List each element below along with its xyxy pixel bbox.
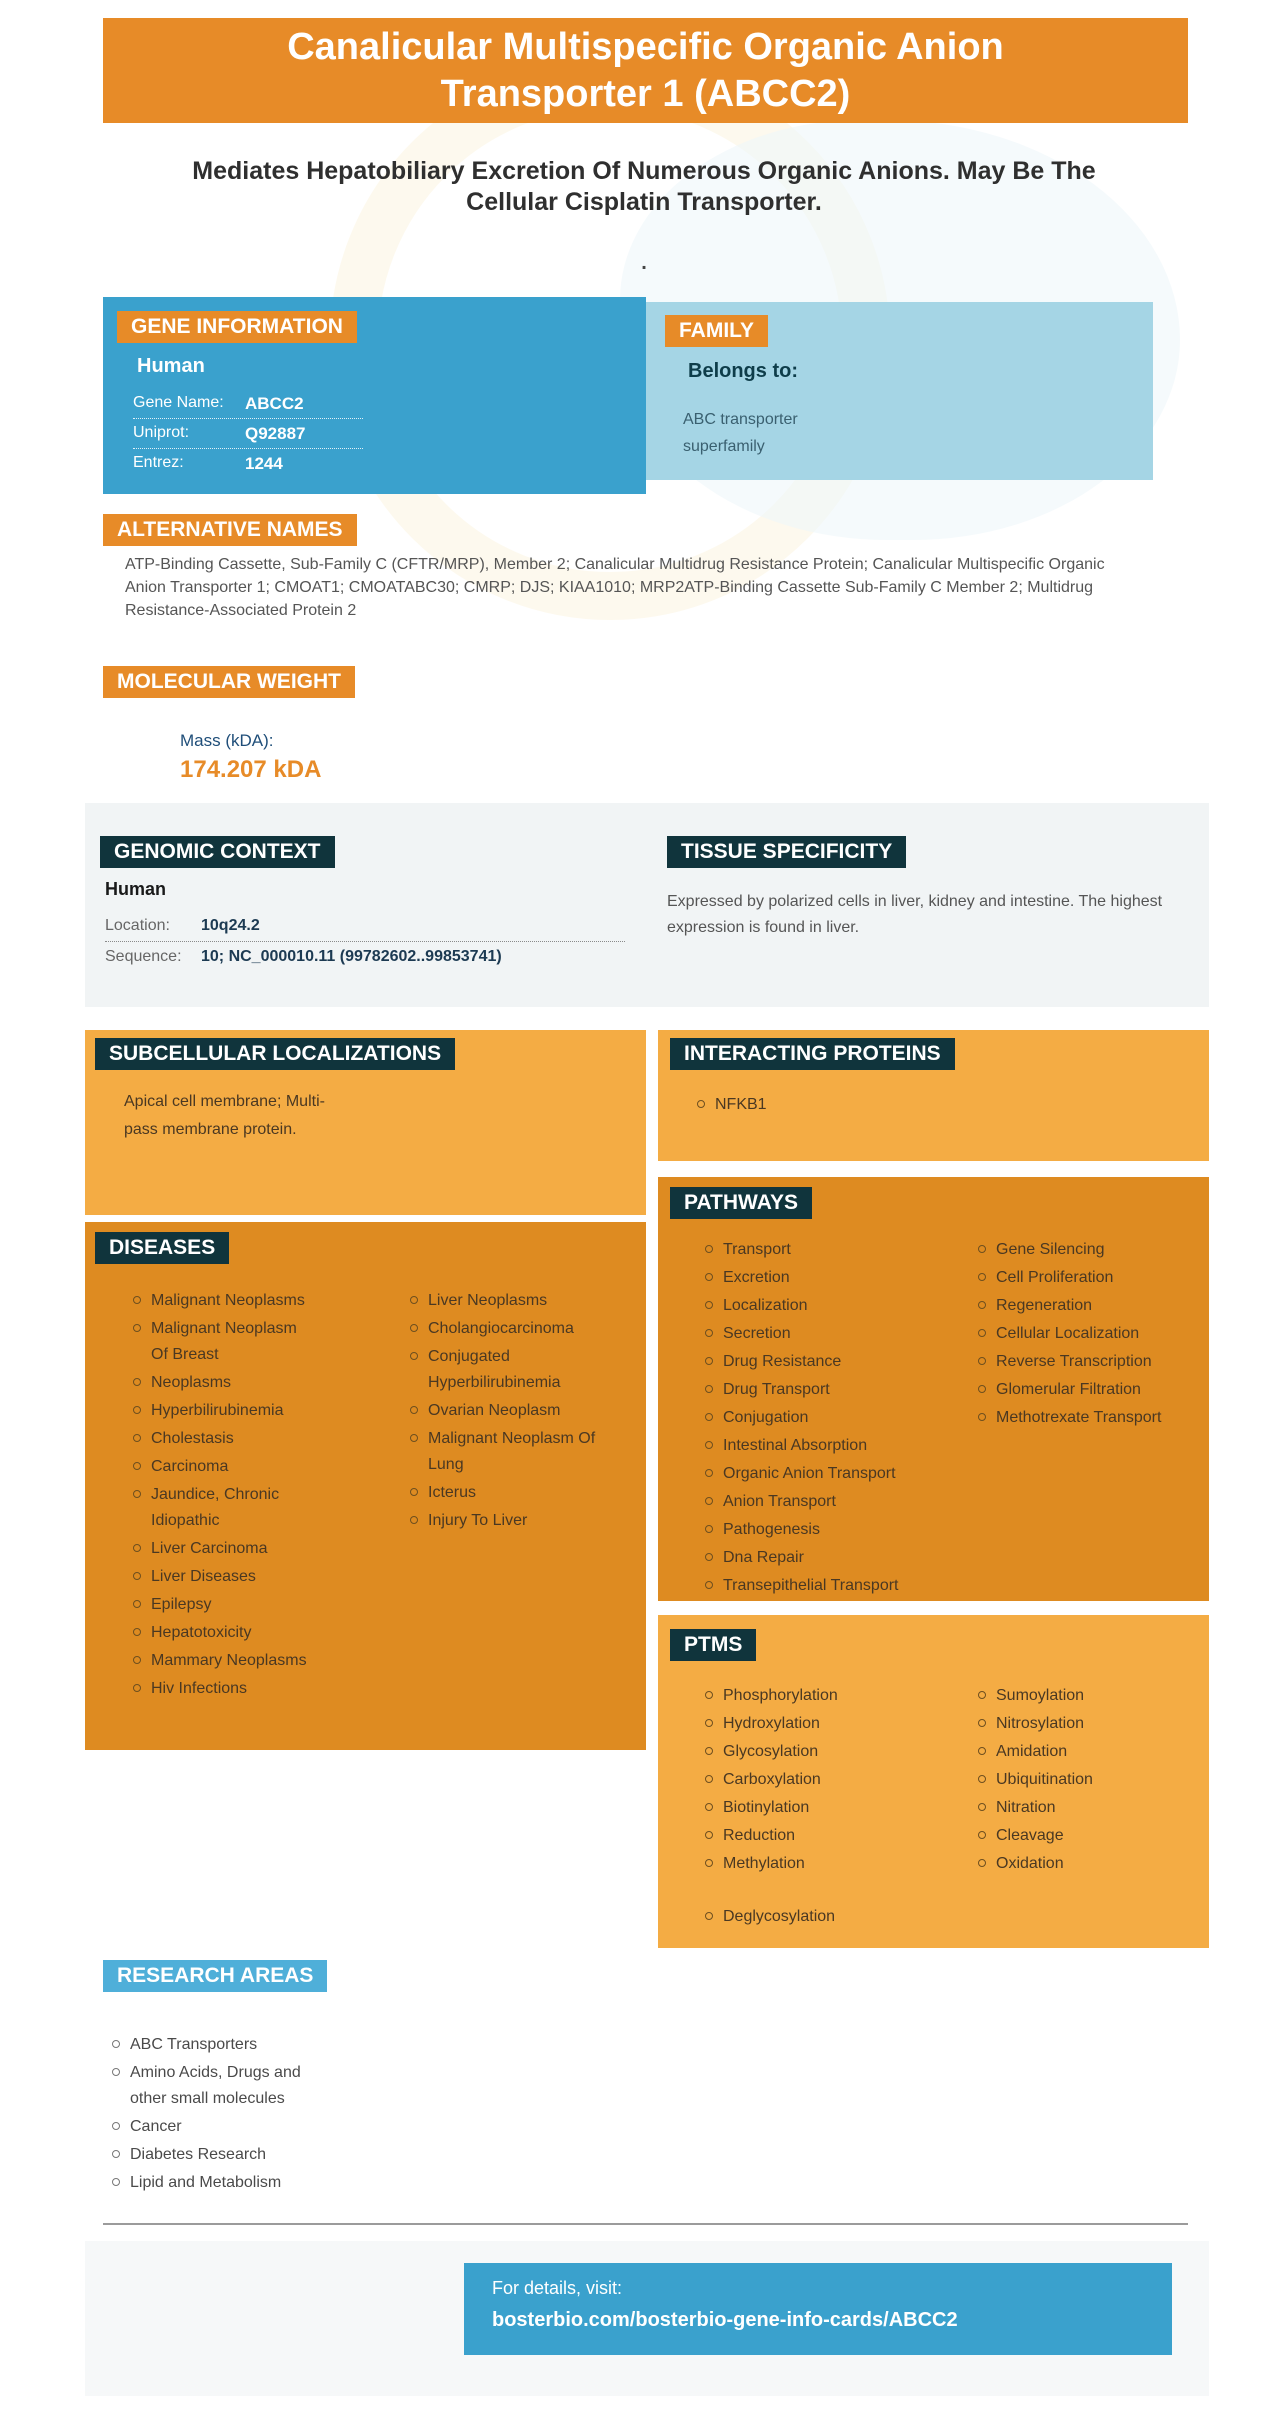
list-item: Biotinylation [705,1795,935,1821]
list-item: Anion Transport [705,1489,935,1515]
genomic-context-table [105,911,625,972]
list-item: Hiv Infections [133,1676,318,1702]
diseases-card [85,1222,646,1750]
gene-information-card [103,297,646,494]
list-item: Nitrosylation [978,1711,1198,1737]
location-value: 10q24.2 [201,917,260,934]
list-item: Jaundice, Chronic Idiopathic [133,1482,318,1534]
footer-url[interactable]: bosterbio.com/bosterbio-gene-info-cards/ABCC2 [492,2309,958,2331]
list-item: Pathogenesis [705,1517,935,1543]
list-item: Cancer [112,2114,322,2140]
list-item: Sumoylation [978,1683,1198,1709]
research-areas-list [112,2032,322,2198]
list-item: Injury To Liver [410,1508,602,1534]
list-item: Cholestasis [133,1426,318,1452]
diseases-list-col1 [133,1288,318,1704]
list-item: Glycosylation [705,1739,935,1765]
list-item: Icterus [410,1480,602,1506]
gene-species-label: Human [137,355,205,377]
list-item: Organic Anion Transport [705,1461,935,1487]
family-value: ABC transporter superfamily [683,411,798,455]
list-item: Lipid and Metabolism [112,2170,322,2196]
list-item: Hyperbilirubinemia [133,1398,318,1424]
gene-name-value: ABCC2 [245,394,304,413]
subcellular-localizations-card [85,1030,646,1215]
pathways-list-col1 [705,1237,935,1601]
ptms-header: PTMS [670,1629,756,1661]
pathways-card [658,1177,1209,1601]
list-item: Regeneration [978,1293,1198,1319]
list-item: Intestinal Absorption [705,1433,935,1459]
pathways-header: PATHWAYS [670,1187,812,1219]
list-item: Glomerular Filtration [978,1377,1198,1403]
list-item: Amidation [978,1739,1198,1765]
list-item: Mammary Neoplasms [133,1648,318,1674]
list-item: Cellular Localization [978,1321,1198,1347]
genomic-tissue-panel [85,803,1209,1007]
location-label: Location: [105,917,170,934]
list-item: NFKB1 [697,1092,767,1118]
list-item: Cleavage [978,1823,1198,1849]
list-item: Neoplasms [133,1370,318,1396]
list-item: Oxidation [978,1851,1198,1877]
genomic-species-label: Human [105,879,167,899]
sequence-label: Sequence: [105,948,182,965]
list-item: Methylation [705,1851,935,1877]
molecular-weight-header: MOLECULAR WEIGHT [103,666,355,698]
list-item: Localization [705,1293,935,1319]
list-item: Ovarian Neoplasm [410,1398,602,1424]
list-item: Carboxylation [705,1767,935,1793]
list-item: Gene Silencing [978,1237,1198,1263]
list-item: Diabetes Research [112,2142,322,2168]
table-row [105,911,625,942]
list-item: Carcinoma [133,1454,318,1480]
subcellular-localizations-header: SUBCELLULAR LOCALIZATIONS [95,1038,455,1070]
list-item: Cholangiocarcinoma [410,1316,602,1342]
tissue-specificity-text: Expressed by polarized cells in liver, kidney and intestine. The highest expression is found in liver. [667,893,1163,936]
list-item: Deglycosylation [705,1904,935,1930]
list-item: Transport [705,1237,935,1263]
entrez-value: 1244 [245,454,283,473]
tissue-specificity-header: TISSUE SPECIFICITY [667,836,906,868]
ptms-list-col1-extra [705,1904,935,1932]
ptms-card [658,1615,1209,1948]
gene-information-header: GENE INFORMATION [117,311,357,343]
research-areas-header: RESEARCH AREAS [103,1960,327,1992]
alternative-names-header: ALTERNATIVE NAMES [103,514,357,546]
list-item: Amino Acids, Drugs and other small molecules [112,2060,322,2112]
list-item: Malignant Neoplasm Of Breast [133,1316,318,1368]
list-item: Nitration [978,1795,1198,1821]
family-card [646,302,1153,480]
alternative-names-text: ATP-Binding Cassette, Sub-Family C (CFTR/MRP), Member 2; Canalicular Multidrug Resistance Protein; Canalicular Multispecific Organic Anion Transporter 1; CMOAT1; CMOATABC30; CMRP; DJS; KIAA1010; MRP2ATP-Binding Cassette Sub-Family C Member 2; Multidrug Resistance-Associated Protein 2 [125,556,1105,619]
list-item: Phosphorylation [705,1683,935,1709]
family-header: FAMILY [665,315,768,347]
interacting-proteins-list [697,1092,767,1120]
mass-value: 174.207 kDA [180,756,322,783]
list-item: Conjugation [705,1405,935,1431]
footer-panel [85,2241,1209,2396]
subcellular-localizations-text: Apical cell membrane; Multi-pass membrane protein. [124,1093,325,1138]
sequence-value: 10; NC_000010.11 (99782602..99853741) [201,948,502,965]
list-item: Liver Neoplasms [410,1288,602,1314]
interacting-proteins-header: INTERACTING PROTEINS [670,1038,955,1070]
list-item: Secretion [705,1321,935,1347]
pathways-list-col2 [978,1237,1198,1433]
list-item: Transepithelial Transport [705,1573,935,1599]
uniprot-label: Uniprot: [133,424,190,441]
list-item: Dna Repair [705,1545,935,1571]
list-item: Hydroxylation [705,1711,935,1737]
footer-visit-box [464,2263,1172,2355]
list-item: Reverse Transcription [978,1349,1198,1375]
gene-name-label: Gene Name: [133,394,224,411]
gene-info-table [133,389,363,478]
visit-label: For details, visit: [492,2278,623,2298]
page-subtitle: Mediates Hepatobiliary Excretion Of Numerous Organic Anions. May Be The Cellular Cisplatin Transporter. [192,157,1096,216]
page-title: Canalicular Multispecific Organic Anion Transporter 1 (ABCC2) [287,25,1004,115]
ptms-list-col1 [705,1683,935,1879]
list-item: Excretion [705,1265,935,1291]
footer-divider [103,2223,1188,2225]
belongs-to-label: Belongs to: [688,360,798,382]
diseases-header: DISEASES [95,1232,229,1264]
list-item: Conjugated Hyperbilirubinemia [410,1344,602,1396]
list-item: ABC Transporters [112,2032,322,2058]
list-item: Drug Resistance [705,1349,935,1375]
genomic-context-header: GENOMIC CONTEXT [100,836,335,868]
list-item: Methotrexate Transport [978,1405,1198,1431]
ptms-list-col2 [978,1683,1198,1879]
uniprot-value: Q92887 [245,424,306,443]
list-item: Reduction [705,1823,935,1849]
table-row [133,389,363,419]
interacting-proteins-card [658,1030,1209,1161]
list-item: Liver Diseases [133,1564,318,1590]
list-item: Cell Proliferation [978,1265,1198,1291]
list-item: Hepatotoxicity [133,1620,318,1646]
list-item: Epilepsy [133,1592,318,1618]
list-item: Malignant Neoplasms [133,1288,318,1314]
diseases-list-col2 [410,1288,602,1536]
table-row [133,449,363,478]
list-item: Drug Transport [705,1377,935,1403]
list-item: Malignant Neoplasm Of Lung [410,1426,602,1478]
list-item: Ubiquitination [978,1767,1198,1793]
table-row [105,942,625,972]
decorative-dot: . [641,252,647,274]
table-row [133,419,363,449]
title-banner [103,18,1188,123]
entrez-label: Entrez: [133,454,184,471]
list-item: Liver Carcinoma [133,1536,318,1562]
mass-label: Mass (kDA): [180,731,274,750]
